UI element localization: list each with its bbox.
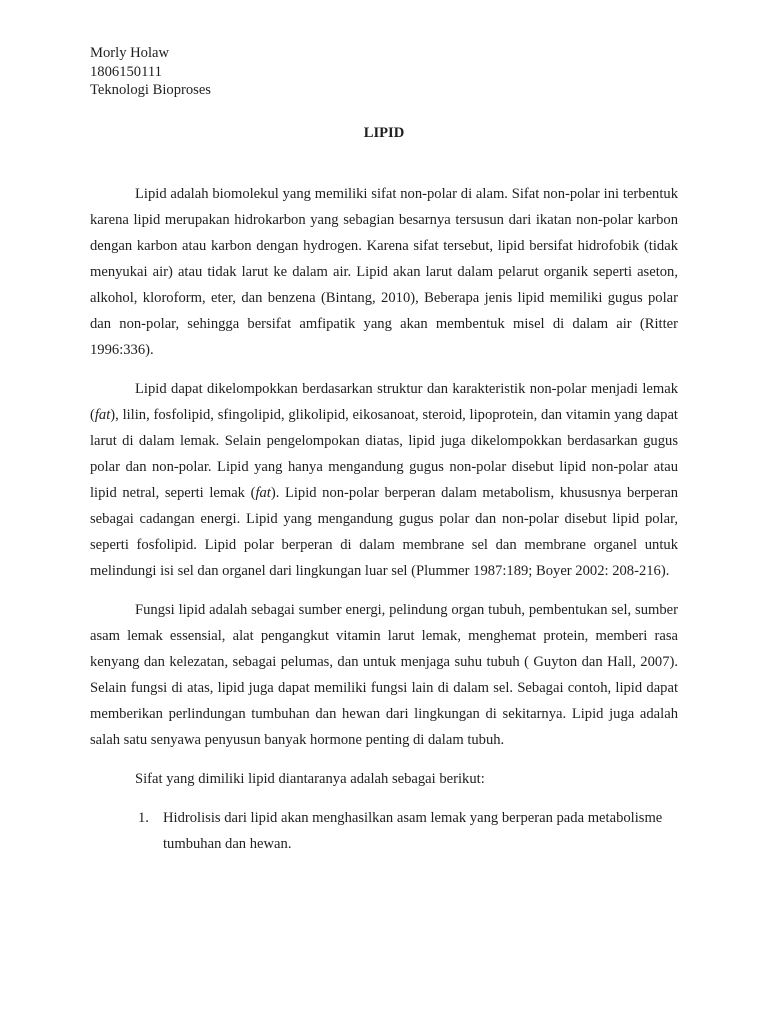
list-item-number: 1. (138, 810, 149, 826)
list-item (90, 805, 678, 857)
paragraph-properties-intro: Sifat yang dimiliki lipid diantaranya adalah sebagai berikut: (135, 771, 485, 787)
study-program: Teknologi Bioproses (90, 82, 211, 98)
paragraph-text: Lipid dapat dikelompokkan berdasarkan struktur dan karakteristik non-polar menjadi lemak ( (90, 381, 678, 423)
paragraph-definition: Lipid adalah biomolekul yang memiliki sifat non-polar di alam. Sifat non-polar ini terbentuk karena lipid merupakan hidrokarbon yang sebagian besarnya tersusun dari ikatan non-polar karbon dengan karbon atau karbon dengan hydrogen. Karena sifat tersebut, lipid bersifat hidrofobik (tidak menyukai air) atau tidak larut ke dalam air. Lipid akan larut dalam pelarut organik seperti aseton, alkohol, kloroform, eter, dan benzena (Bintang, 2010), Beberapa jenis lipid memiliki gugus polar dan non-polar, sehingga bersifat amfipatik yang akan membentuk misel di dalam air (Ritter 1996:336). (90, 186, 678, 358)
paragraph-text: ). Lipid non-polar berperan dalam metabolism, khususnya berperan sebagai cadangan energi. Lipid yang mengandung gugus polar dan non-polar disebut lipid polar, seperti fosfolipid. Lipid polar berperan di dalam membrane sel dan membrane organel untuk melindungi isi sel dan organel dari lingkungan luar sel (Plummer 1987:189; Boyer 2002: 208-216). (90, 485, 678, 579)
document-title: LIPID (363, 125, 405, 141)
properties-list (90, 805, 678, 857)
paragraph-classification (90, 376, 678, 584)
author-name: Morly Holaw (90, 45, 170, 61)
paragraph-function: Fungsi lipid adalah sebagai sumber energi, pelindung organ tubuh, pembentukan sel, sumber asam lemak essensial, alat pengangkut vitamin larut lemak, menghemat protein, memberi rasa kenyang dan kelezatan, sebagai pelumas, dan untuk menjaga suhu tubuh ( Guyton dan Hall, 2007). Selain fungsi di atas, lipid juga dapat memiliki fungsi lain di dalam sel. Sebagai contoh, lipid dapat memberikan perlindungan tumbuhan dan hewan dari lingkungan di sekitarnya. Lipid juga adalah salah satu senyawa penyusun banyak hormone penting di dalam tubuh. (90, 602, 678, 748)
italic-term: fat (94, 407, 111, 423)
student-id: 1806150111 (90, 63, 162, 80)
paragraph-text: ), lilin, fosfolipid, sfingolipid, glikolipid, eikosanoat, steroid, lipoprotein, dan vitamin yang dapat larut di dalam lemak. Selain pengelompokan diatas, lipid juga dikelompokkan berdasarkan gugus polar dan non-polar. Lipid yang hanya mengandung gugus non-polar disebut lipid non-polar atau lipid netral, seperti lemak ( (90, 407, 678, 501)
list-item-text: Hidrolisis dari lipid akan menghasilkan asam lemak yang berperan pada metabolisme tumbuhan dan hewan. (163, 810, 663, 852)
document-body (90, 181, 678, 857)
italic-term: fat (255, 485, 271, 501)
author-header (90, 44, 211, 100)
